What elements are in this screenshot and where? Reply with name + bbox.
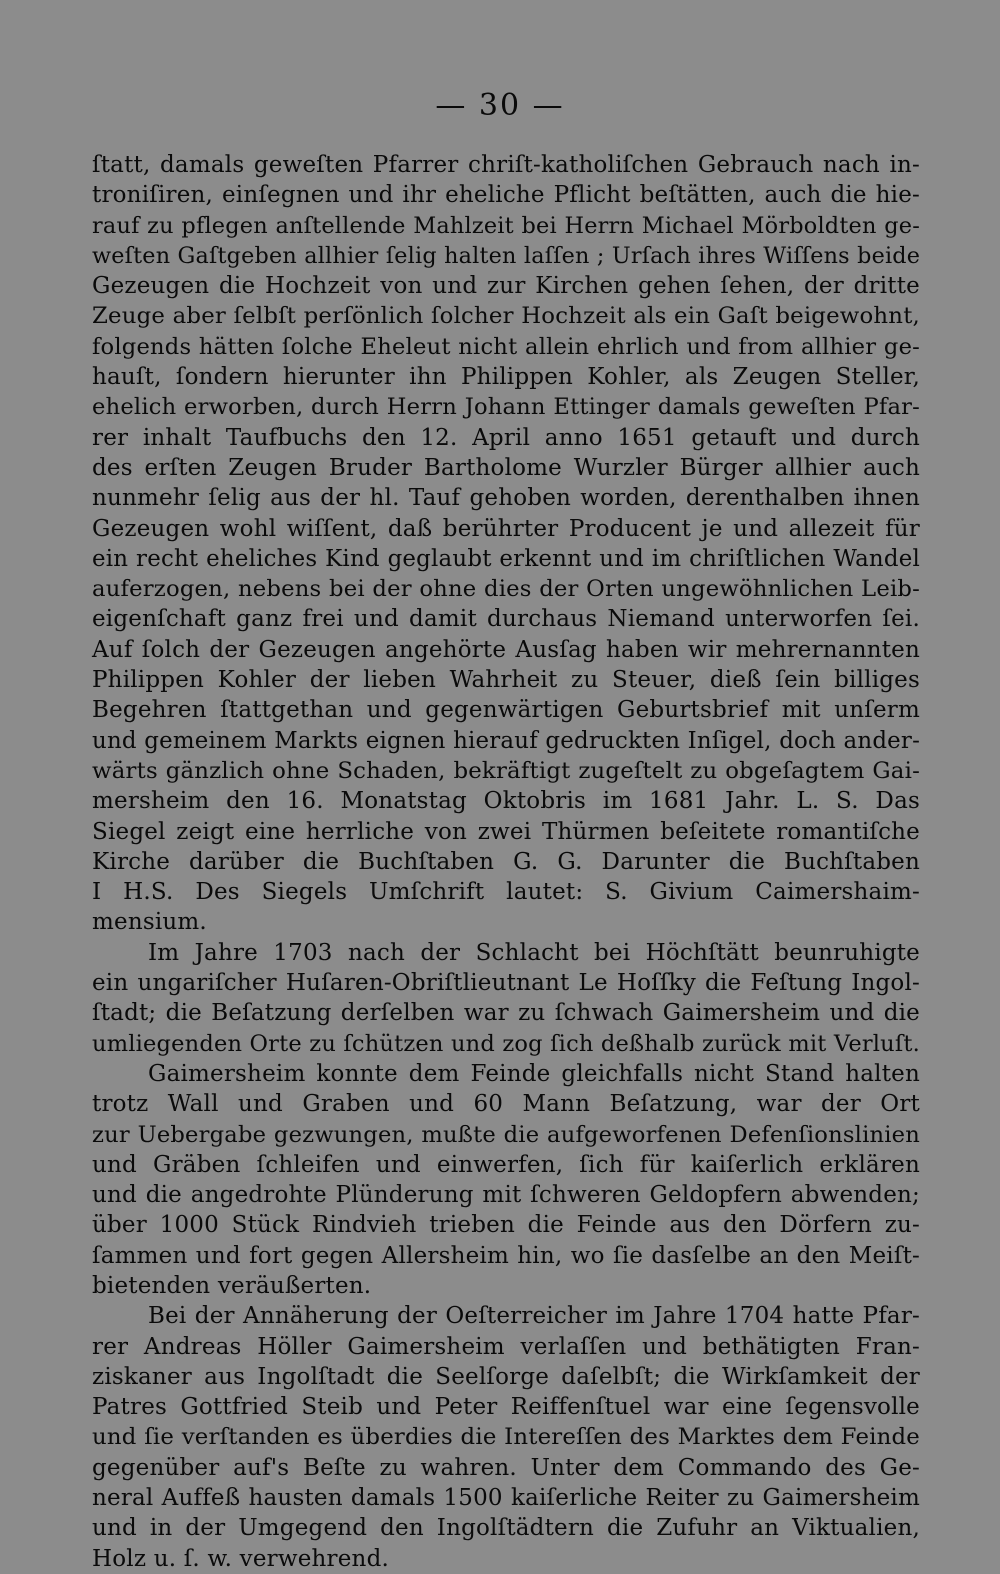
body-text: [92, 150, 920, 1574]
text-line: I H.S. Des Siegels Umſchrift lautet: S. Givium Caimershaim-: [92, 879, 920, 906]
text-line: und ſie verſtanden es überdies die Intereſſen des Marktes dem Feinde: [92, 1424, 920, 1451]
text-line: und die angedrohte Plünderung mit ſchweren Geldopfern abwenden;: [92, 1182, 920, 1209]
text-line: nunmehr ſelig aus der hl. Tauf gehoben worden, derenthalben ihnen: [92, 485, 920, 512]
text-line: bietenden veräußerten.: [92, 1272, 372, 1299]
text-line: Gaimersheim konnte dem Feinde gleichfalls nicht Stand halten: [148, 1060, 920, 1087]
text-line: neral Auffeß hausten damals 1500 kaiſerliche Reiter zu Gaimersheim: [92, 1485, 920, 1512]
text-line: rer inhalt Taufbuchs den 12. April anno 1651 getauft und durch: [92, 424, 920, 451]
text-line: ſammen und fort gegen Allersheim hin, wo ſie dasſelbe an den Meiſt-: [92, 1242, 920, 1269]
text-line: hauſt, ſondern hierunter ihn Philippen Kohler, als Zeugen Steller,: [92, 364, 920, 391]
text-line: und Gräben ſchleifen und einwerfen, ſich für kaiſerlich erklären: [92, 1151, 920, 1178]
text-line: troniſiren, einſegnen und ihr eheliche Pflicht beſtätten, auch die hie-: [92, 182, 920, 209]
page-number: — 30 —: [435, 88, 565, 123]
text-line: Siegel zeigt eine herrliche von zwei Thürmen beſeitete romantiſche: [92, 818, 920, 845]
text-line: Zeuge aber ſelbſt perſönlich ſolcher Hochzeit als ein Gaſt beigewohnt,: [92, 303, 920, 330]
text-line: umliegenden Orte zu ſchützen und zog ſich deßhalb zurück mit Verluſt.: [92, 1030, 920, 1057]
text-line: und gemeinem Markts eignen hierauf gedruckten Inſigel, doch ander-: [92, 727, 920, 754]
text-line: Holz u. ſ. w. verwehrend.: [92, 1545, 390, 1572]
text-line: und in der Umgegend den Ingolſtädtern die Zufuhr an Viktualien,: [92, 1515, 920, 1542]
text-line: folgends hätten ſolche Eheleut nicht allein ehrlich und from allhier ge-: [92, 333, 920, 360]
text-line: Bei der Annäherung der Oeſterreicher im Jahre 1704 hatte Pfar-: [148, 1303, 920, 1330]
text-line: Auf ſolch der Gezeugen angehörte Ausſag haben wir mehrernannten: [92, 636, 920, 663]
text-line: über 1000 Stück Rindvieh trieben die Feinde aus den Dörfern zu-: [92, 1212, 920, 1239]
text-line: trotz Wall und Graben und 60 Mann Beſatzung, war der Ort: [92, 1091, 920, 1118]
text-line: rauf zu pflegen anſtellende Mahlzeit bei Herrn Michael Mörboldten ge-: [92, 212, 920, 239]
text-line: weſten Gaſtgeben allhier ſelig halten laſſen ; Urſach ihres Wiſſens beide: [92, 242, 921, 269]
text-line: auferzogen, nebens bei der ohne dies der Orten ungewöhnlichen Leib-: [92, 576, 920, 603]
text-line: rer Andreas Höller Gaimersheim verlaſſen und bethätigten Fran-: [92, 1333, 920, 1360]
text-line: mensium.: [92, 909, 207, 936]
text-line: ziskaner aus Ingolſtadt die Seelſorge daſelbſt; die Wirkſamkeit der: [92, 1363, 920, 1390]
text-line: ſtadt; die Beſatzung derſelben war zu ſchwach Gaimersheim und die: [92, 1000, 920, 1027]
text-line: des erſten Zeugen Bruder Bartholome Wurzler Bürger allhier auch: [92, 454, 920, 481]
text-line: Gezeugen wohl wiſſent, daß berührter Producent je und allezeit für: [92, 515, 920, 542]
text-line: mersheim den 16. Monatstag Oktobris im 1681 Jahr. L. S. Das: [92, 788, 920, 815]
text-line: Gezeugen die Hochzeit von und zur Kirchen gehen ſehen, der dritte: [92, 273, 920, 300]
text-line: Philippen Kohler der lieben Wahrheit zu Steuer, dieß ſein billiges: [92, 667, 920, 694]
text-line: ein recht eheliches Kind geglaubt erkennt und im chriſtlichen Wandel: [92, 545, 920, 572]
text-line: Begehren ſtattgethan und gegenwärtigen Geburtsbrief mit unſerm: [92, 697, 920, 724]
text-line: Patres Gottfried Steib und Peter Reiffenſtuel war eine ſegensvolle: [92, 1394, 920, 1421]
text-line: Kirche darüber die Buchſtaben G. G. Darunter die Buchſtaben: [92, 848, 920, 875]
text-line: ehelich erworben, durch Herrn Johann Ettinger damals geweſten Pfar-: [92, 394, 920, 421]
text-line: gegenüber auf's Beſte zu wahren. Unter dem Commando des Ge-: [92, 1454, 920, 1481]
text-line: eigenſchaft ganz frei und damit durchaus Niemand unterworfen ſei.: [92, 606, 920, 633]
text-line: zur Uebergabe gezwungen, mußte die aufgeworfenen Defenſionslinien: [92, 1121, 920, 1148]
text-line: ein ungariſcher Huſaren-Obriſtlieutnant Le Hoſſky die Feſtung Ingol-: [92, 970, 920, 997]
text-line: wärts gänzlich ohne Schaden, bekräftigt zugeſtelt zu obgeſagtem Gai-: [92, 757, 920, 784]
text-line: Im Jahre 1703 nach der Schlacht bei Höchſtätt beunruhigte: [148, 939, 920, 966]
text-line: ſtatt, damals geweſten Pfarrer chriſt-katholiſchen Gebrauch nach in-: [92, 152, 920, 178]
